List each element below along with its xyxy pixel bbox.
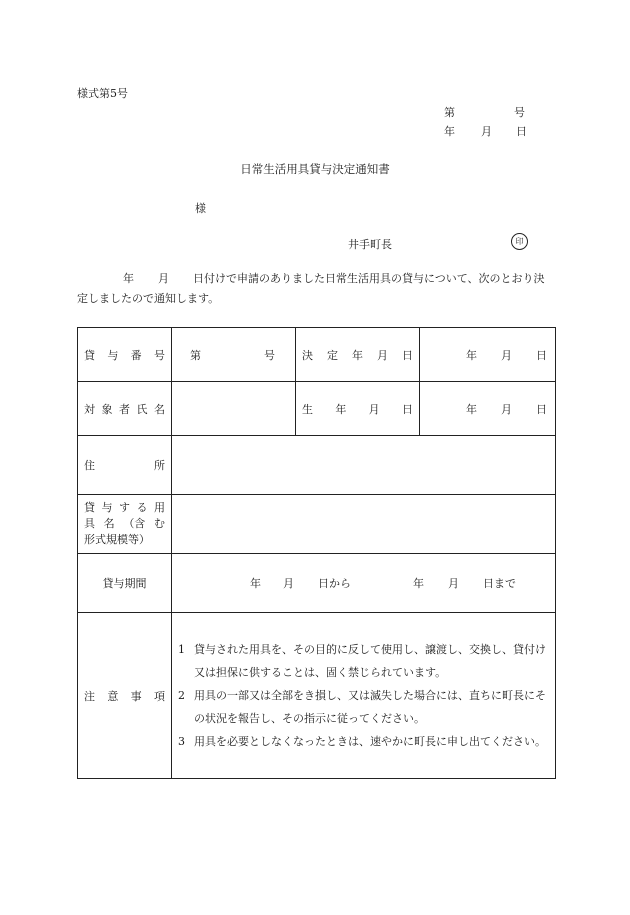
loan-details-table [77, 327, 556, 779]
table-row-item [78, 495, 556, 554]
note-item: 2 用具の一部又は全部をき損し、又は滅失した場合には、直ちに町長にその状況を報告し、その指示に従ってください。 [178, 689, 546, 725]
address-label: 住 所 [78, 436, 172, 495]
intro-text: 日付けで申請のありました日常生活用具の貸与について、次のとおり決定しましたので通知します。 [77, 272, 545, 305]
notice-date-month: 月 [481, 125, 492, 138]
intro-month: 月 [158, 272, 169, 285]
note-item: 3 用具を必要としなくなったときは、速やかに町長に申し出てください。 [178, 735, 546, 748]
form-number: 様式第5号 [77, 87, 128, 100]
loan-number-field: 第 号 [172, 328, 296, 382]
notice-number-prefix: 第 [444, 106, 455, 119]
notes-label: 注 意 事 項 [78, 613, 172, 779]
birth-date-field: 年 月 日 [420, 382, 556, 436]
person-name-field [172, 382, 296, 436]
decision-date-field: 年 月 日 [420, 328, 556, 382]
table-row-person [78, 382, 556, 436]
notice-date-day: 日 [516, 125, 527, 138]
recipient-honorific: 様 [195, 202, 206, 215]
table-row-loan-number [78, 328, 556, 382]
issuer-name: 井手町長 [348, 238, 392, 251]
loan-period-label: 貸与期間 [78, 554, 172, 613]
address-field [172, 436, 556, 495]
loan-number-label: 貸 与 番 号 [78, 328, 172, 382]
loan-period-field: 年 月 日から 年 月 日まで [172, 554, 556, 613]
intro-year: 年 [123, 272, 134, 285]
table-row-address [78, 436, 556, 495]
table-row-notes [78, 613, 556, 779]
person-name-label: 対 象 者 氏 名 [78, 382, 172, 436]
intro-paragraph [77, 269, 555, 309]
seal-stamp: 印 [511, 233, 528, 250]
notes-field [172, 613, 556, 779]
birth-date-label: 生 年 月 日 [296, 382, 420, 436]
notice-number-suffix: 号 [514, 106, 525, 119]
item-name-field [172, 495, 556, 554]
decision-date-label: 決 定 年 月 日 [296, 328, 420, 382]
notice-date-year: 年 [444, 125, 455, 138]
item-name-label: 貸 与 す る 用 具 名 （含 む 形式規模等） [78, 495, 172, 554]
document-title: 日常生活用具貸与決定通知書 [240, 162, 390, 176]
table-row-period [78, 554, 556, 613]
note-item: 1 貸与された用具を、その目的に反して使用し、譲渡し、交換し、貸付け又は担保に供することは、固く禁じられています。 [178, 643, 546, 679]
